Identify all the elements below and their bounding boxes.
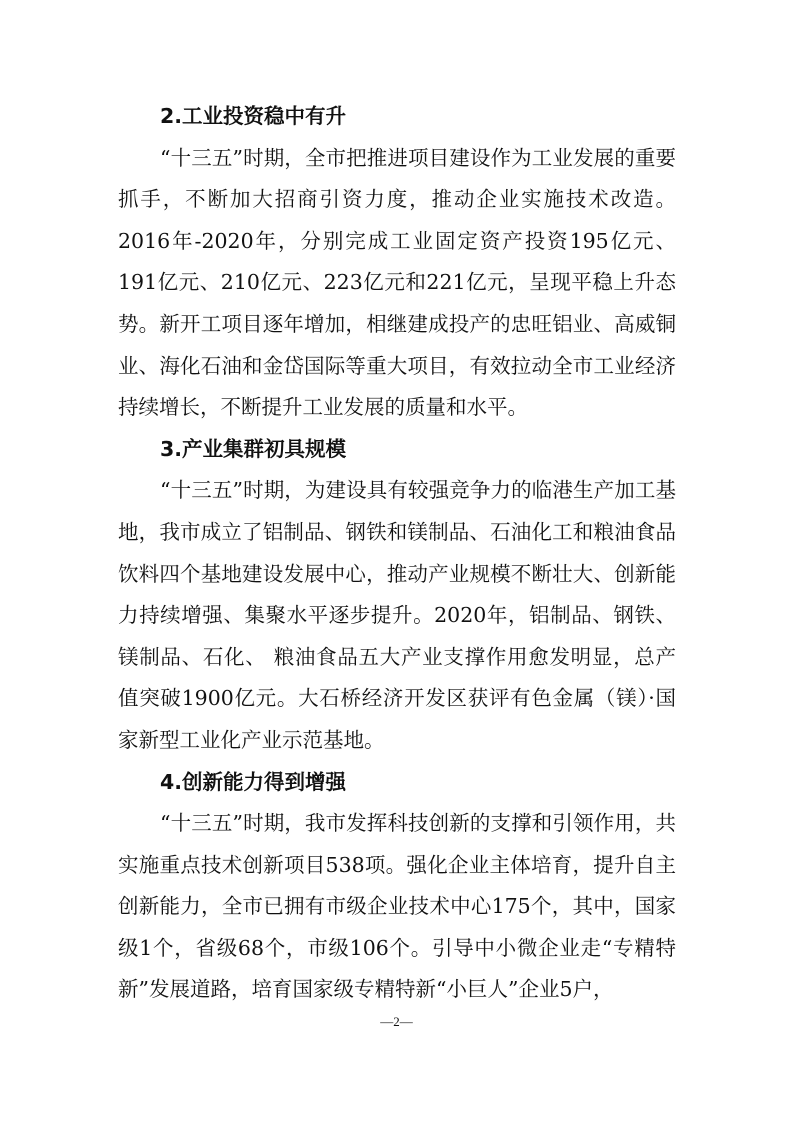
section-heading-industrial-clusters: 3.产业集群初具规模 — [160, 436, 347, 461]
page-content — [118, 96, 676, 1011]
section-paragraph-innovation-capacity: “十三五”时期，我市发挥科技创新的支撑和引领作用，共实施重点技术创新项目538项。强化企业主体培育，提升自主创新能力，全市已拥有市级企业技术中心175个，其中，国家级1个，省级68个，市级106个。引导中小微企业走“专精特新”发展道路，培育国家级专精特新“小巨人”企业5户， — [118, 811, 676, 1002]
section-heading-innovation-capacity: 4.创新能力得到增强 — [160, 769, 347, 794]
page-number: —2— — [380, 1014, 413, 1029]
section-heading-industrial-investment: 2.工业投资稳中有升 — [160, 104, 347, 128]
section-paragraph-industrial-investment: “十三五”时期，全市把推进项目建设作为工业发展的重要抓手，不断加大招商引资力度，推动企业实施技术改造。2016年-2020年，分别完成工业固定资产投资195亿元、191亿元、210亿元、223亿元和221亿元，呈现平稳上升态势。新开工项目逐年增加，相继建成投产的忠旺铝业、高威铜业、海化石油和金岱国际等重大项目，有效拉动全市工业经济持续增长，不断提升工业发展的质量和水平。 — [118, 145, 676, 420]
section-paragraph-industrial-clusters: “十三五”时期，为建设具有较强竞争力的临港生产加工基地，我市成立了铝制品、钢铁和镁制品、石油化工和粮油食品饮料四个基地建设发展中心，推动产业规模不断壮大、创新能力持续增强、集聚水平逐步提升。2020年，铝制品、钢铁、镁制品、石化、 粮油食品五大产业支撑作用愈发明显，总产值突破1900亿元。大石桥经济开发区获评有色金属（镁）·国家新型工业化产业示范基地。 — [118, 478, 676, 752]
